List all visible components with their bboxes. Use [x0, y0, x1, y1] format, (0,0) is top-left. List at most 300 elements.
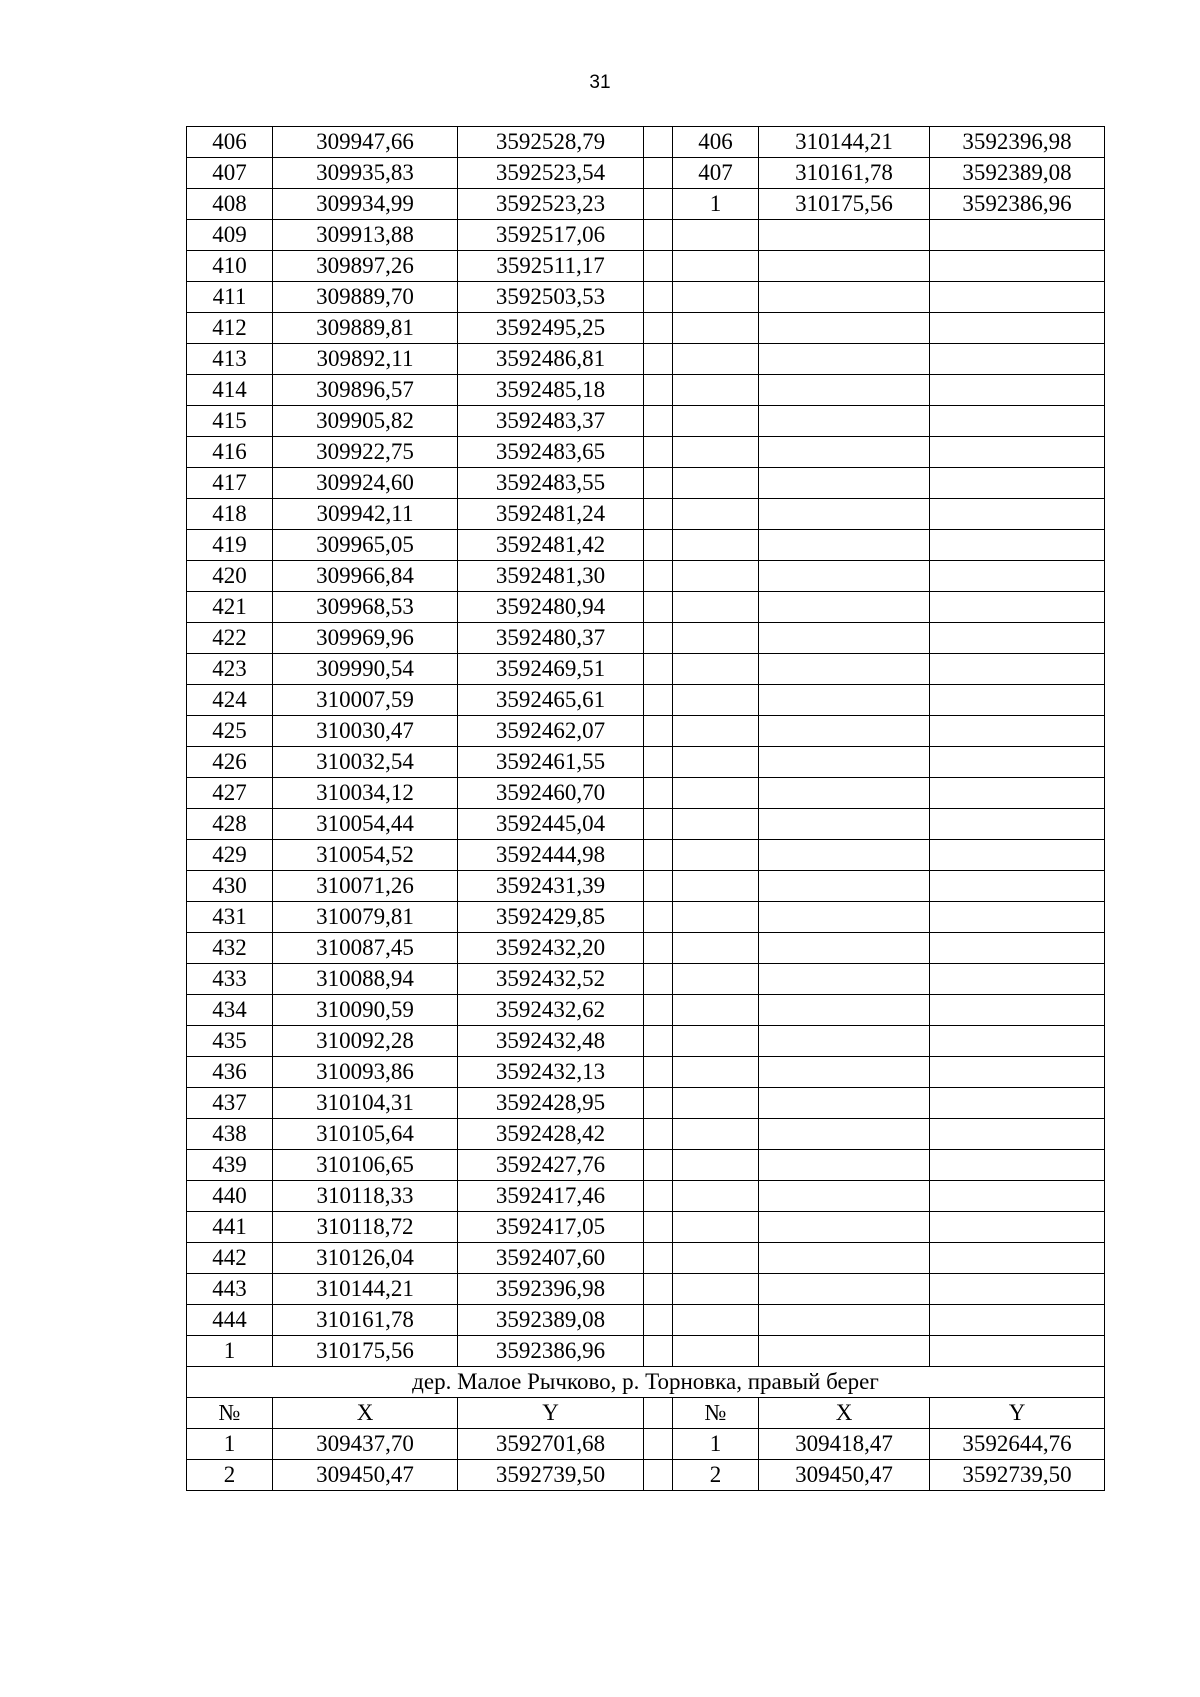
table-cell: 310093,86	[273, 1057, 458, 1088]
table-cell	[644, 251, 673, 282]
table-cell: 406	[673, 127, 759, 158]
section-header-row	[187, 1398, 1105, 1429]
table-cell: 1	[187, 1429, 273, 1460]
table-row	[187, 716, 1105, 747]
table-cell	[673, 809, 759, 840]
table-cell: 412	[187, 313, 273, 344]
table-cell	[673, 623, 759, 654]
table-cell: 309924,60	[273, 468, 458, 499]
main-rows	[187, 127, 1105, 1367]
table-cell: 426	[187, 747, 273, 778]
table-cell	[644, 1243, 673, 1274]
table-cell: 310161,78	[273, 1305, 458, 1336]
table-cell: 3592483,37	[458, 406, 644, 437]
table-cell	[673, 964, 759, 995]
table-cell: 417	[187, 468, 273, 499]
table-cell	[644, 1274, 673, 1305]
table-cell: 310118,33	[273, 1181, 458, 1212]
table-cell	[644, 1026, 673, 1057]
table-cell	[759, 1243, 930, 1274]
table-cell	[673, 251, 759, 282]
table-cell	[930, 623, 1105, 654]
table-cell	[759, 282, 930, 313]
table-cell: 3592523,23	[458, 189, 644, 220]
table-cell: 416	[187, 437, 273, 468]
table-cell	[644, 313, 673, 344]
table-cell: 421	[187, 592, 273, 623]
table-cell: 309969,96	[273, 623, 458, 654]
table-cell	[759, 1181, 930, 1212]
table-cell	[673, 902, 759, 933]
table-cell	[644, 127, 673, 158]
table-cell: 3592469,51	[458, 654, 644, 685]
table-cell: 309896,57	[273, 375, 458, 406]
table-cell	[644, 995, 673, 1026]
table-cell: 3592386,96	[930, 189, 1105, 220]
table-cell	[644, 592, 673, 623]
table-cell	[930, 1026, 1105, 1057]
table-cell: 3592417,46	[458, 1181, 644, 1212]
table-cell	[644, 1429, 673, 1460]
table-cell: 414	[187, 375, 273, 406]
table-row	[187, 468, 1105, 499]
table-cell: 3592462,07	[458, 716, 644, 747]
table-cell	[644, 809, 673, 840]
table-cell	[644, 189, 673, 220]
table-cell: 3592427,76	[458, 1150, 644, 1181]
table-cell: 3592389,08	[930, 158, 1105, 189]
table-row	[187, 964, 1105, 995]
table-cell: 3592739,50	[930, 1460, 1105, 1491]
table-cell: 3592461,55	[458, 747, 644, 778]
column-header: №	[187, 1398, 273, 1429]
table-cell	[759, 840, 930, 871]
table-cell: 407	[673, 158, 759, 189]
table-cell	[759, 1026, 930, 1057]
table-cell	[644, 499, 673, 530]
table-row	[187, 778, 1105, 809]
table-row	[187, 530, 1105, 561]
table-row	[187, 685, 1105, 716]
table-cell: 438	[187, 1119, 273, 1150]
column-header: X	[273, 1398, 458, 1429]
table-row	[187, 1336, 1105, 1367]
table-cell: 411	[187, 282, 273, 313]
table-cell	[644, 406, 673, 437]
table-cell	[759, 778, 930, 809]
table-cell	[644, 871, 673, 902]
table-cell	[759, 933, 930, 964]
table-cell	[930, 251, 1105, 282]
table-cell: 309892,11	[273, 344, 458, 375]
table-row	[187, 499, 1105, 530]
table-cell: 415	[187, 406, 273, 437]
table-cell	[759, 871, 930, 902]
table-cell: 410	[187, 251, 273, 282]
table-cell	[930, 995, 1105, 1026]
table-cell: 3592483,65	[458, 437, 644, 468]
table-cell	[644, 1305, 673, 1336]
table-cell: 310088,94	[273, 964, 458, 995]
table-cell: 423	[187, 654, 273, 685]
table-cell: 437	[187, 1088, 273, 1119]
table-cell: 1	[187, 1336, 273, 1367]
table-cell	[673, 840, 759, 871]
table-cell: 3592429,85	[458, 902, 644, 933]
table-cell: 3592485,18	[458, 375, 644, 406]
table-cell	[644, 1088, 673, 1119]
table-cell: 427	[187, 778, 273, 809]
table-cell: 409	[187, 220, 273, 251]
table-cell: 3592523,54	[458, 158, 644, 189]
table-cell: 443	[187, 1274, 273, 1305]
table-cell	[930, 964, 1105, 995]
table-cell	[759, 1057, 930, 1088]
table-row	[187, 654, 1105, 685]
table-cell	[644, 933, 673, 964]
table-cell	[644, 840, 673, 871]
table-cell	[673, 716, 759, 747]
table-cell: 3592407,60	[458, 1243, 644, 1274]
table-row	[187, 127, 1105, 158]
table-cell	[930, 437, 1105, 468]
table-cell: 309965,05	[273, 530, 458, 561]
table-cell: 3592417,05	[458, 1212, 644, 1243]
section-rows	[187, 1429, 1105, 1491]
table-cell: 407	[187, 158, 273, 189]
table-cell	[644, 747, 673, 778]
table-cell	[644, 1212, 673, 1243]
table-cell	[644, 437, 673, 468]
table-row	[187, 871, 1105, 902]
table-row	[187, 313, 1105, 344]
table-cell: 3592428,42	[458, 1119, 644, 1150]
table-cell	[759, 1150, 930, 1181]
table-cell	[644, 1057, 673, 1088]
table-cell: 420	[187, 561, 273, 592]
table-cell	[759, 1088, 930, 1119]
table-cell: 309947,66	[273, 127, 458, 158]
table-cell: 425	[187, 716, 273, 747]
table-row	[187, 592, 1105, 623]
table-cell: 3592444,98	[458, 840, 644, 871]
table-cell: 3592480,37	[458, 623, 644, 654]
table-row	[187, 251, 1105, 282]
table-cell: 3592432,62	[458, 995, 644, 1026]
table-row	[187, 1305, 1105, 1336]
table-cell	[644, 1150, 673, 1181]
table-cell	[930, 344, 1105, 375]
table-cell	[673, 1305, 759, 1336]
table-cell	[759, 406, 930, 437]
table-cell	[644, 1119, 673, 1150]
column-header: Y	[930, 1398, 1105, 1429]
table-cell	[673, 995, 759, 1026]
table-cell: 3592396,98	[930, 127, 1105, 158]
table-cell	[759, 654, 930, 685]
table-cell	[930, 933, 1105, 964]
table-cell	[930, 871, 1105, 902]
table-cell: 310030,47	[273, 716, 458, 747]
table-cell	[673, 871, 759, 902]
table-cell	[673, 220, 759, 251]
table-cell: 422	[187, 623, 273, 654]
table-cell	[644, 530, 673, 561]
table-row	[187, 189, 1105, 220]
table-cell: 429	[187, 840, 273, 871]
table-cell: 432	[187, 933, 273, 964]
table-cell: 309934,99	[273, 189, 458, 220]
table-cell	[644, 716, 673, 747]
table-cell	[673, 592, 759, 623]
column-header: №	[673, 1398, 759, 1429]
table-row	[187, 1212, 1105, 1243]
table-row	[187, 220, 1105, 251]
table-cell	[930, 654, 1105, 685]
table-cell: 419	[187, 530, 273, 561]
section-title-row	[187, 1367, 1105, 1398]
table-cell: 3592480,94	[458, 592, 644, 623]
table-cell: 309450,47	[759, 1460, 930, 1491]
table-cell: 3592486,81	[458, 344, 644, 375]
table-cell	[930, 375, 1105, 406]
table-row	[187, 995, 1105, 1026]
table-cell	[930, 747, 1105, 778]
table-cell	[759, 809, 930, 840]
table-cell	[644, 964, 673, 995]
table-cell	[930, 1243, 1105, 1274]
table-row	[187, 1429, 1105, 1460]
table-row	[187, 840, 1105, 871]
table-cell: 309450,47	[273, 1460, 458, 1491]
table-cell: 310054,44	[273, 809, 458, 840]
table-cell: 310105,64	[273, 1119, 458, 1150]
table-cell: 3592465,61	[458, 685, 644, 716]
section-block	[187, 1367, 1105, 1429]
table-cell: 310092,28	[273, 1026, 458, 1057]
table-cell	[673, 1243, 759, 1274]
table-row	[187, 1119, 1105, 1150]
table-cell	[644, 344, 673, 375]
table-cell: 408	[187, 189, 273, 220]
table-cell	[644, 561, 673, 592]
table-cell	[930, 778, 1105, 809]
table-cell: 3592481,42	[458, 530, 644, 561]
table-cell: 435	[187, 1026, 273, 1057]
table-cell	[930, 1088, 1105, 1119]
table-row	[187, 1150, 1105, 1181]
table-row	[187, 933, 1105, 964]
table-cell	[759, 1119, 930, 1150]
table-row	[187, 406, 1105, 437]
table-row	[187, 1026, 1105, 1057]
table-cell: 2	[187, 1460, 273, 1491]
table-cell: 3592432,20	[458, 933, 644, 964]
table-cell	[930, 1057, 1105, 1088]
table-cell	[759, 220, 930, 251]
table-cell: 310079,81	[273, 902, 458, 933]
table-cell: 3592431,39	[458, 871, 644, 902]
table-cell: 2	[673, 1460, 759, 1491]
table-cell	[673, 1181, 759, 1212]
table-cell	[759, 1336, 930, 1367]
table-cell	[673, 1212, 759, 1243]
table-cell: 309418,47	[759, 1429, 930, 1460]
table-cell	[759, 437, 930, 468]
table-row	[187, 1274, 1105, 1305]
table-cell	[930, 220, 1105, 251]
table-cell	[644, 623, 673, 654]
table-cell	[644, 468, 673, 499]
table-row	[187, 375, 1105, 406]
table-cell: 3592396,98	[458, 1274, 644, 1305]
table-cell: 310175,56	[273, 1336, 458, 1367]
table-cell	[759, 251, 930, 282]
table-cell	[759, 902, 930, 933]
table-cell	[673, 1274, 759, 1305]
table-cell	[673, 344, 759, 375]
table-cell	[673, 1119, 759, 1150]
table-cell	[759, 561, 930, 592]
table-cell: 310144,21	[759, 127, 930, 158]
table-cell: 3592428,95	[458, 1088, 644, 1119]
table-row	[187, 561, 1105, 592]
table-cell	[930, 809, 1105, 840]
table-cell	[673, 1336, 759, 1367]
table-cell: 310034,12	[273, 778, 458, 809]
table-cell: 310144,21	[273, 1274, 458, 1305]
table-cell	[930, 530, 1105, 561]
table-cell: 3592739,50	[458, 1460, 644, 1491]
table-cell: 309935,83	[273, 158, 458, 189]
table-cell: 3592389,08	[458, 1305, 644, 1336]
table-cell: 309968,53	[273, 592, 458, 623]
table-cell	[673, 499, 759, 530]
table-cell	[759, 1212, 930, 1243]
table-row	[187, 1181, 1105, 1212]
table-cell: 444	[187, 1305, 273, 1336]
table-row	[187, 623, 1105, 654]
table-cell: 436	[187, 1057, 273, 1088]
column-header: Y	[458, 1398, 644, 1429]
table-cell	[673, 468, 759, 499]
table-cell	[930, 313, 1105, 344]
table-cell: 310071,26	[273, 871, 458, 902]
table-cell: 3592495,25	[458, 313, 644, 344]
table-cell: 1	[673, 189, 759, 220]
table-cell: 431	[187, 902, 273, 933]
table-cell	[930, 1336, 1105, 1367]
table-cell: 3592701,68	[458, 1429, 644, 1460]
table-cell	[644, 654, 673, 685]
table-cell: 310007,59	[273, 685, 458, 716]
table-cell: 424	[187, 685, 273, 716]
table-cell: 310106,65	[273, 1150, 458, 1181]
table-cell	[673, 685, 759, 716]
table-cell	[673, 313, 759, 344]
table-cell	[673, 282, 759, 313]
table-cell	[930, 1274, 1105, 1305]
table-cell	[673, 747, 759, 778]
table-cell	[930, 592, 1105, 623]
table-cell: 3592481,24	[458, 499, 644, 530]
table-cell	[930, 1305, 1105, 1336]
table-row	[187, 1088, 1105, 1119]
table-cell: 310104,31	[273, 1088, 458, 1119]
table-cell	[759, 995, 930, 1026]
table-cell	[930, 282, 1105, 313]
table-cell: 310161,78	[759, 158, 930, 189]
table-cell: 310087,45	[273, 933, 458, 964]
table-cell	[759, 530, 930, 561]
table-cell	[673, 1088, 759, 1119]
table-cell	[930, 685, 1105, 716]
table-cell: 310032,54	[273, 747, 458, 778]
table-cell: 3592528,79	[458, 127, 644, 158]
table-cell: 309913,88	[273, 220, 458, 251]
table-row	[187, 158, 1105, 189]
table-cell	[759, 1274, 930, 1305]
table-cell: 3592432,52	[458, 964, 644, 995]
table-cell	[673, 1026, 759, 1057]
table-cell	[644, 158, 673, 189]
table-cell	[673, 530, 759, 561]
table-row	[187, 1460, 1105, 1491]
table-cell	[930, 902, 1105, 933]
table-cell: 418	[187, 499, 273, 530]
table-cell	[644, 1460, 673, 1491]
table-cell: 310054,52	[273, 840, 458, 871]
table-cell: 3592644,76	[930, 1429, 1105, 1460]
table-cell	[930, 1181, 1105, 1212]
table-cell	[673, 778, 759, 809]
table-cell	[930, 840, 1105, 871]
table-cell: 439	[187, 1150, 273, 1181]
table-cell: 1	[673, 1429, 759, 1460]
table-cell: 3592517,06	[458, 220, 644, 251]
table-cell	[759, 592, 930, 623]
table-cell	[930, 1119, 1105, 1150]
table-cell	[644, 778, 673, 809]
table-row	[187, 437, 1105, 468]
table-cell: 310090,59	[273, 995, 458, 1026]
table-cell	[673, 933, 759, 964]
table-cell	[673, 561, 759, 592]
table-cell: 434	[187, 995, 273, 1026]
table-row	[187, 747, 1105, 778]
table-row	[187, 809, 1105, 840]
table-cell: 3592432,48	[458, 1026, 644, 1057]
table-cell: 309966,84	[273, 561, 458, 592]
table-cell	[930, 1212, 1105, 1243]
column-header	[644, 1398, 673, 1429]
table-cell	[673, 375, 759, 406]
table-cell	[644, 1336, 673, 1367]
table-cell	[930, 1150, 1105, 1181]
table-row	[187, 1243, 1105, 1274]
table-cell	[930, 499, 1105, 530]
table-cell	[644, 282, 673, 313]
table-cell	[759, 685, 930, 716]
table-cell: 309990,54	[273, 654, 458, 685]
table-cell	[759, 313, 930, 344]
table-cell: 3592481,30	[458, 561, 644, 592]
table-cell	[930, 406, 1105, 437]
table-cell	[930, 468, 1105, 499]
table-cell: 3592445,04	[458, 809, 644, 840]
table-cell: 309905,82	[273, 406, 458, 437]
table-cell: 440	[187, 1181, 273, 1212]
